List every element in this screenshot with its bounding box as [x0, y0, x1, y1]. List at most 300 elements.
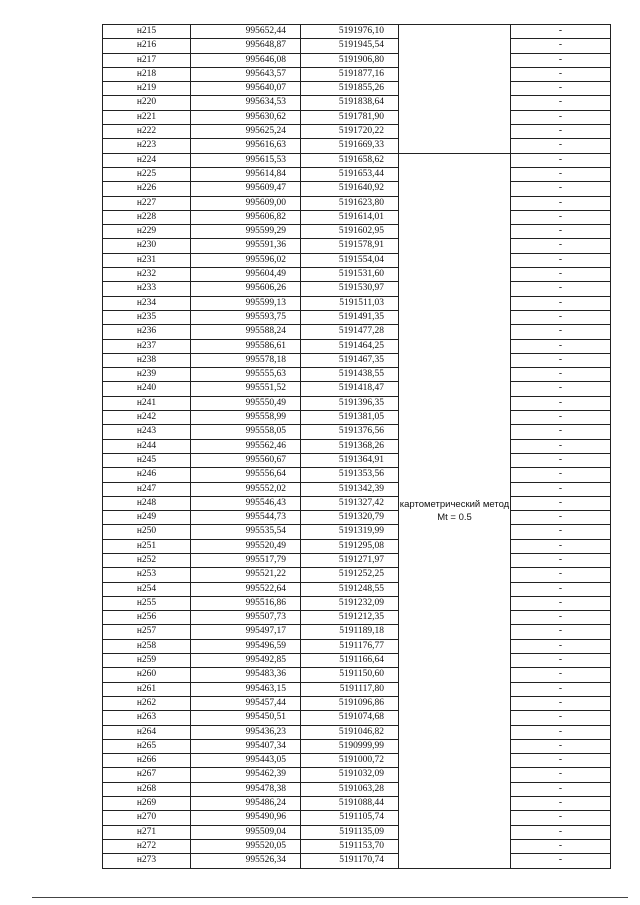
x-coordinate-cell: 995562,46: [191, 439, 301, 453]
point-name-cell: н273: [103, 854, 191, 868]
point-name-cell: н229: [103, 225, 191, 239]
accuracy-cell: -: [511, 525, 611, 539]
x-coordinate-cell: 995609,47: [191, 182, 301, 196]
table-row: [103, 453, 611, 467]
x-coordinate-cell: 995643,57: [191, 67, 301, 81]
x-coordinate-cell: 995507,73: [191, 611, 301, 625]
accuracy-cell: -: [511, 439, 611, 453]
table-row: [103, 582, 611, 596]
point-name-cell: н222: [103, 125, 191, 139]
point-name-cell: н244: [103, 439, 191, 453]
accuracy-cell: -: [511, 668, 611, 682]
accuracy-cell: -: [511, 711, 611, 725]
x-coordinate-cell: 995517,79: [191, 553, 301, 567]
table-row: [103, 811, 611, 825]
table-row: [103, 711, 611, 725]
x-coordinate-cell: 995555,63: [191, 368, 301, 382]
y-coordinate-cell: 5191074,68: [301, 711, 399, 725]
table-row: [103, 439, 611, 453]
y-coordinate-cell: 5191614,01: [301, 210, 399, 224]
y-coordinate-cell: 5191855,26: [301, 82, 399, 96]
table-row: [103, 596, 611, 610]
table-row: [103, 25, 611, 39]
y-coordinate-cell: 5191212,35: [301, 611, 399, 625]
point-name-cell: н264: [103, 725, 191, 739]
x-coordinate-cell: 995606,26: [191, 282, 301, 296]
accuracy-cell: -: [511, 468, 611, 482]
accuracy-cell: -: [511, 182, 611, 196]
x-coordinate-cell: 995450,51: [191, 711, 301, 725]
point-name-cell: н219: [103, 82, 191, 96]
point-name-cell: н227: [103, 196, 191, 210]
accuracy-cell: -: [511, 325, 611, 339]
x-coordinate-cell: 995436,23: [191, 725, 301, 739]
point-name-cell: н241: [103, 396, 191, 410]
table-row: [103, 182, 611, 196]
y-coordinate-cell: 5191088,44: [301, 797, 399, 811]
table-row: [103, 82, 611, 96]
y-coordinate-cell: 5191640,92: [301, 182, 399, 196]
accuracy-cell: -: [511, 239, 611, 253]
table-row: [103, 839, 611, 853]
x-coordinate-cell: 995615,53: [191, 153, 301, 167]
y-coordinate-cell: 5191368,26: [301, 439, 399, 453]
point-name-cell: н255: [103, 596, 191, 610]
x-coordinate-cell: 995588,24: [191, 325, 301, 339]
table-row: [103, 797, 611, 811]
point-name-cell: н263: [103, 711, 191, 725]
accuracy-cell: -: [511, 639, 611, 653]
x-coordinate-cell: 995652,44: [191, 25, 301, 39]
table-row: [103, 239, 611, 253]
accuracy-cell: -: [511, 725, 611, 739]
table-row: [103, 754, 611, 768]
y-coordinate-cell: 5191105,74: [301, 811, 399, 825]
x-coordinate-cell: 995578,18: [191, 353, 301, 367]
point-name-cell: н253: [103, 568, 191, 582]
accuracy-cell: -: [511, 582, 611, 596]
accuracy-cell: -: [511, 568, 611, 582]
accuracy-cell: -: [511, 39, 611, 53]
point-name-cell: н235: [103, 310, 191, 324]
accuracy-cell: -: [511, 210, 611, 224]
accuracy-cell: -: [511, 67, 611, 81]
table-row: [103, 253, 611, 267]
point-name-cell: н242: [103, 411, 191, 425]
table-row: [103, 568, 611, 582]
x-coordinate-cell: 995586,61: [191, 339, 301, 353]
table-row: [103, 196, 611, 210]
x-coordinate-cell: 995516,86: [191, 596, 301, 610]
point-name-cell: н236: [103, 325, 191, 339]
table-row: [103, 167, 611, 181]
y-coordinate-cell: 5191189,18: [301, 625, 399, 639]
table-row: [103, 125, 611, 139]
accuracy-cell: -: [511, 682, 611, 696]
point-name-cell: н221: [103, 110, 191, 124]
point-name-cell: н249: [103, 511, 191, 525]
point-name-cell: н271: [103, 825, 191, 839]
table-row: [103, 382, 611, 396]
x-coordinate-cell: 995486,24: [191, 797, 301, 811]
x-coordinate-cell: 995593,75: [191, 310, 301, 324]
table-row: [103, 768, 611, 782]
point-name-cell: н234: [103, 296, 191, 310]
x-coordinate-cell: 995640,07: [191, 82, 301, 96]
table-row: [103, 468, 611, 482]
accuracy-cell: -: [511, 110, 611, 124]
y-coordinate-cell: 5191669,33: [301, 139, 399, 153]
accuracy-cell: -: [511, 754, 611, 768]
accuracy-cell: -: [511, 482, 611, 496]
accuracy-cell: -: [511, 253, 611, 267]
y-coordinate-cell: 5191491,35: [301, 310, 399, 324]
point-name-cell: н272: [103, 839, 191, 853]
y-coordinate-cell: 5191342,39: [301, 482, 399, 496]
y-coordinate-cell: 5191602,95: [301, 225, 399, 239]
accuracy-cell: -: [511, 768, 611, 782]
accuracy-cell: -: [511, 596, 611, 610]
table-row: [103, 310, 611, 324]
table-row: [103, 625, 611, 639]
table-row: [103, 539, 611, 553]
method-cell-upper: [399, 25, 511, 154]
y-coordinate-cell: 5191653,44: [301, 167, 399, 181]
y-coordinate-cell: 5191467,35: [301, 353, 399, 367]
x-coordinate-cell: 995604,49: [191, 268, 301, 282]
accuracy-cell: -: [511, 696, 611, 710]
point-name-cell: н270: [103, 811, 191, 825]
y-coordinate-cell: 5191176,77: [301, 639, 399, 653]
x-coordinate-cell: 995648,87: [191, 39, 301, 53]
point-name-cell: н246: [103, 468, 191, 482]
accuracy-cell: -: [511, 811, 611, 825]
point-name-cell: н223: [103, 139, 191, 153]
accuracy-cell: -: [511, 625, 611, 639]
table-row: [103, 368, 611, 382]
y-coordinate-cell: 5191376,56: [301, 425, 399, 439]
x-coordinate-cell: 995606,82: [191, 210, 301, 224]
table-row: [103, 482, 611, 496]
accuracy-cell: -: [511, 511, 611, 525]
y-coordinate-cell: 5191117,80: [301, 682, 399, 696]
x-coordinate-cell: 995591,36: [191, 239, 301, 253]
table-row: [103, 525, 611, 539]
x-coordinate-cell: 995520,05: [191, 839, 301, 853]
y-coordinate-cell: 5191438,55: [301, 368, 399, 382]
x-coordinate-cell: 995526,34: [191, 854, 301, 868]
accuracy-cell: -: [511, 167, 611, 181]
accuracy-cell: -: [511, 139, 611, 153]
y-coordinate-cell: 5191418,47: [301, 382, 399, 396]
table-row: [103, 696, 611, 710]
accuracy-cell: -: [511, 82, 611, 96]
accuracy-cell: -: [511, 268, 611, 282]
accuracy-cell: -: [511, 25, 611, 39]
point-name-cell: н226: [103, 182, 191, 196]
x-coordinate-cell: 995478,38: [191, 782, 301, 796]
point-name-cell: н252: [103, 553, 191, 567]
y-coordinate-cell: 5191166,64: [301, 654, 399, 668]
page-bottom-rule: [32, 897, 628, 898]
table-row: [103, 682, 611, 696]
point-name-cell: н233: [103, 282, 191, 296]
coordinates-table-page: [102, 24, 610, 869]
accuracy-cell: -: [511, 839, 611, 853]
y-coordinate-cell: 5191838,64: [301, 96, 399, 110]
table-row: [103, 425, 611, 439]
table-row: [103, 39, 611, 53]
point-name-cell: н217: [103, 53, 191, 67]
x-coordinate-cell: 995463,15: [191, 682, 301, 696]
y-coordinate-cell: 5191135,09: [301, 825, 399, 839]
y-coordinate-cell: 5191320,79: [301, 511, 399, 525]
y-coordinate-cell: 5191327,42: [301, 496, 399, 510]
x-coordinate-cell: 995544,73: [191, 511, 301, 525]
x-coordinate-cell: 995551,52: [191, 382, 301, 396]
point-name-cell: н238: [103, 353, 191, 367]
x-coordinate-cell: 995462,39: [191, 768, 301, 782]
table-row: [103, 225, 611, 239]
point-name-cell: н237: [103, 339, 191, 353]
table-row: [103, 268, 611, 282]
method-cell: картометрический метод Mt = 0.5: [399, 153, 511, 868]
table-row: [103, 296, 611, 310]
x-coordinate-cell: 995609,00: [191, 196, 301, 210]
point-name-cell: н240: [103, 382, 191, 396]
accuracy-cell: -: [511, 196, 611, 210]
point-name-cell: н262: [103, 696, 191, 710]
table-row: [103, 353, 611, 367]
table-row: [103, 825, 611, 839]
x-coordinate-cell: 995634,53: [191, 96, 301, 110]
table-row: [103, 611, 611, 625]
x-coordinate-cell: 995558,99: [191, 411, 301, 425]
x-coordinate-cell: 995616,63: [191, 139, 301, 153]
x-coordinate-cell: 995614,84: [191, 167, 301, 181]
x-coordinate-cell: 995497,17: [191, 625, 301, 639]
table-row: [103, 210, 611, 224]
accuracy-cell: -: [511, 396, 611, 410]
accuracy-cell: -: [511, 53, 611, 67]
y-coordinate-cell: 5191248,55: [301, 582, 399, 596]
point-name-cell: н259: [103, 654, 191, 668]
y-coordinate-cell: 5191252,25: [301, 568, 399, 582]
accuracy-cell: -: [511, 854, 611, 868]
point-name-cell: н267: [103, 768, 191, 782]
table-row: [103, 139, 611, 153]
accuracy-cell: -: [511, 310, 611, 324]
accuracy-cell: -: [511, 296, 611, 310]
x-coordinate-cell: 995552,02: [191, 482, 301, 496]
point-name-cell: н218: [103, 67, 191, 81]
y-coordinate-cell: 5191271,97: [301, 553, 399, 567]
point-name-cell: н266: [103, 754, 191, 768]
table-row: [103, 511, 611, 525]
x-coordinate-cell: 995646,08: [191, 53, 301, 67]
point-name-cell: н258: [103, 639, 191, 653]
x-coordinate-cell: 995599,13: [191, 296, 301, 310]
y-coordinate-cell: 5191046,82: [301, 725, 399, 739]
x-coordinate-cell: 995522,64: [191, 582, 301, 596]
y-coordinate-cell: 5191063,28: [301, 782, 399, 796]
x-coordinate-cell: 995625,24: [191, 125, 301, 139]
y-coordinate-cell: 5191381,05: [301, 411, 399, 425]
point-name-cell: н260: [103, 668, 191, 682]
y-coordinate-cell: 5191877,16: [301, 67, 399, 81]
y-coordinate-cell: 5191150,60: [301, 668, 399, 682]
accuracy-cell: -: [511, 797, 611, 811]
x-coordinate-cell: 995520,49: [191, 539, 301, 553]
y-coordinate-cell: 5191232,09: [301, 596, 399, 610]
accuracy-cell: -: [511, 96, 611, 110]
point-name-cell: н243: [103, 425, 191, 439]
y-coordinate-cell: 5191000,72: [301, 754, 399, 768]
x-coordinate-cell: 995535,54: [191, 525, 301, 539]
y-coordinate-cell: 5191976,10: [301, 25, 399, 39]
x-coordinate-cell: 995556,64: [191, 468, 301, 482]
x-coordinate-cell: 995492,85: [191, 654, 301, 668]
x-coordinate-cell: 995558,05: [191, 425, 301, 439]
point-name-cell: н261: [103, 682, 191, 696]
coordinates-table-body: [103, 25, 611, 869]
accuracy-cell: -: [511, 282, 611, 296]
y-coordinate-cell: 5191623,80: [301, 196, 399, 210]
table-row: [103, 411, 611, 425]
point-name-cell: н220: [103, 96, 191, 110]
point-name-cell: н250: [103, 525, 191, 539]
accuracy-cell: -: [511, 739, 611, 753]
y-coordinate-cell: 5191353,56: [301, 468, 399, 482]
point-name-cell: н225: [103, 167, 191, 181]
table-row: [103, 668, 611, 682]
point-name-cell: н228: [103, 210, 191, 224]
point-name-cell: н224: [103, 153, 191, 167]
y-coordinate-cell: 5191511,03: [301, 296, 399, 310]
x-coordinate-cell: 995490,96: [191, 811, 301, 825]
accuracy-cell: -: [511, 825, 611, 839]
accuracy-cell: -: [511, 125, 611, 139]
x-coordinate-cell: 995630,62: [191, 110, 301, 124]
table-row: [103, 396, 611, 410]
table-row: [103, 67, 611, 81]
accuracy-cell: -: [511, 611, 611, 625]
y-coordinate-cell: 5191531,60: [301, 268, 399, 282]
y-coordinate-cell: 5191364,91: [301, 453, 399, 467]
x-coordinate-cell: 995483,36: [191, 668, 301, 682]
y-coordinate-cell: 5191578,91: [301, 239, 399, 253]
y-coordinate-cell: 5191781,90: [301, 110, 399, 124]
table-row: [103, 153, 611, 167]
y-coordinate-cell: 5191530,97: [301, 282, 399, 296]
table-row: [103, 325, 611, 339]
y-coordinate-cell: 5191295,08: [301, 539, 399, 553]
point-name-cell: н239: [103, 368, 191, 382]
x-coordinate-cell: 995596,02: [191, 253, 301, 267]
table-row: [103, 725, 611, 739]
table-row: [103, 739, 611, 753]
point-name-cell: н215: [103, 25, 191, 39]
table-row: [103, 782, 611, 796]
point-name-cell: н251: [103, 539, 191, 553]
table-row: [103, 639, 611, 653]
point-name-cell: н265: [103, 739, 191, 753]
accuracy-cell: -: [511, 353, 611, 367]
y-coordinate-cell: 5191720,22: [301, 125, 399, 139]
x-coordinate-cell: 995546,43: [191, 496, 301, 510]
x-coordinate-cell: 995599,29: [191, 225, 301, 239]
x-coordinate-cell: 995560,67: [191, 453, 301, 467]
accuracy-cell: -: [511, 382, 611, 396]
x-coordinate-cell: 995407,34: [191, 739, 301, 753]
table-row: [103, 339, 611, 353]
y-coordinate-cell: 5191032,09: [301, 768, 399, 782]
accuracy-cell: -: [511, 153, 611, 167]
x-coordinate-cell: 995457,44: [191, 696, 301, 710]
y-coordinate-cell: 5191906,80: [301, 53, 399, 67]
accuracy-cell: -: [511, 425, 611, 439]
point-name-cell: н245: [103, 453, 191, 467]
coordinates-table: [102, 24, 611, 869]
y-coordinate-cell: 5191945,54: [301, 39, 399, 53]
x-coordinate-cell: 995443,05: [191, 754, 301, 768]
y-coordinate-cell: 5191396,35: [301, 396, 399, 410]
accuracy-cell: -: [511, 368, 611, 382]
y-coordinate-cell: 5191658,62: [301, 153, 399, 167]
point-name-cell: н232: [103, 268, 191, 282]
x-coordinate-cell: 995521,22: [191, 568, 301, 582]
accuracy-cell: -: [511, 453, 611, 467]
point-name-cell: н230: [103, 239, 191, 253]
accuracy-cell: -: [511, 553, 611, 567]
table-row: [103, 553, 611, 567]
table-row: [103, 854, 611, 868]
y-coordinate-cell: 5191170,74: [301, 854, 399, 868]
y-coordinate-cell: 5191464,25: [301, 339, 399, 353]
table-row: [103, 282, 611, 296]
accuracy-cell: -: [511, 496, 611, 510]
table-row: [103, 53, 611, 67]
point-name-cell: н254: [103, 582, 191, 596]
table-row: [103, 496, 611, 510]
point-name-cell: н216: [103, 39, 191, 53]
x-coordinate-cell: 995496,59: [191, 639, 301, 653]
table-row: [103, 654, 611, 668]
accuracy-cell: -: [511, 225, 611, 239]
y-coordinate-cell: 5191096,86: [301, 696, 399, 710]
x-coordinate-cell: 995550,49: [191, 396, 301, 410]
point-name-cell: н256: [103, 611, 191, 625]
accuracy-cell: -: [511, 411, 611, 425]
y-coordinate-cell: 5191554,04: [301, 253, 399, 267]
point-name-cell: н231: [103, 253, 191, 267]
y-coordinate-cell: 5190999,99: [301, 739, 399, 753]
point-name-cell: н257: [103, 625, 191, 639]
accuracy-cell: -: [511, 654, 611, 668]
point-name-cell: н268: [103, 782, 191, 796]
table-row: [103, 96, 611, 110]
point-name-cell: н269: [103, 797, 191, 811]
y-coordinate-cell: 5191153,70: [301, 839, 399, 853]
y-coordinate-cell: 5191477,28: [301, 325, 399, 339]
accuracy-cell: -: [511, 782, 611, 796]
accuracy-cell: -: [511, 339, 611, 353]
accuracy-cell: -: [511, 539, 611, 553]
x-coordinate-cell: 995509,04: [191, 825, 301, 839]
point-name-cell: н248: [103, 496, 191, 510]
table-row: [103, 110, 611, 124]
point-name-cell: н247: [103, 482, 191, 496]
